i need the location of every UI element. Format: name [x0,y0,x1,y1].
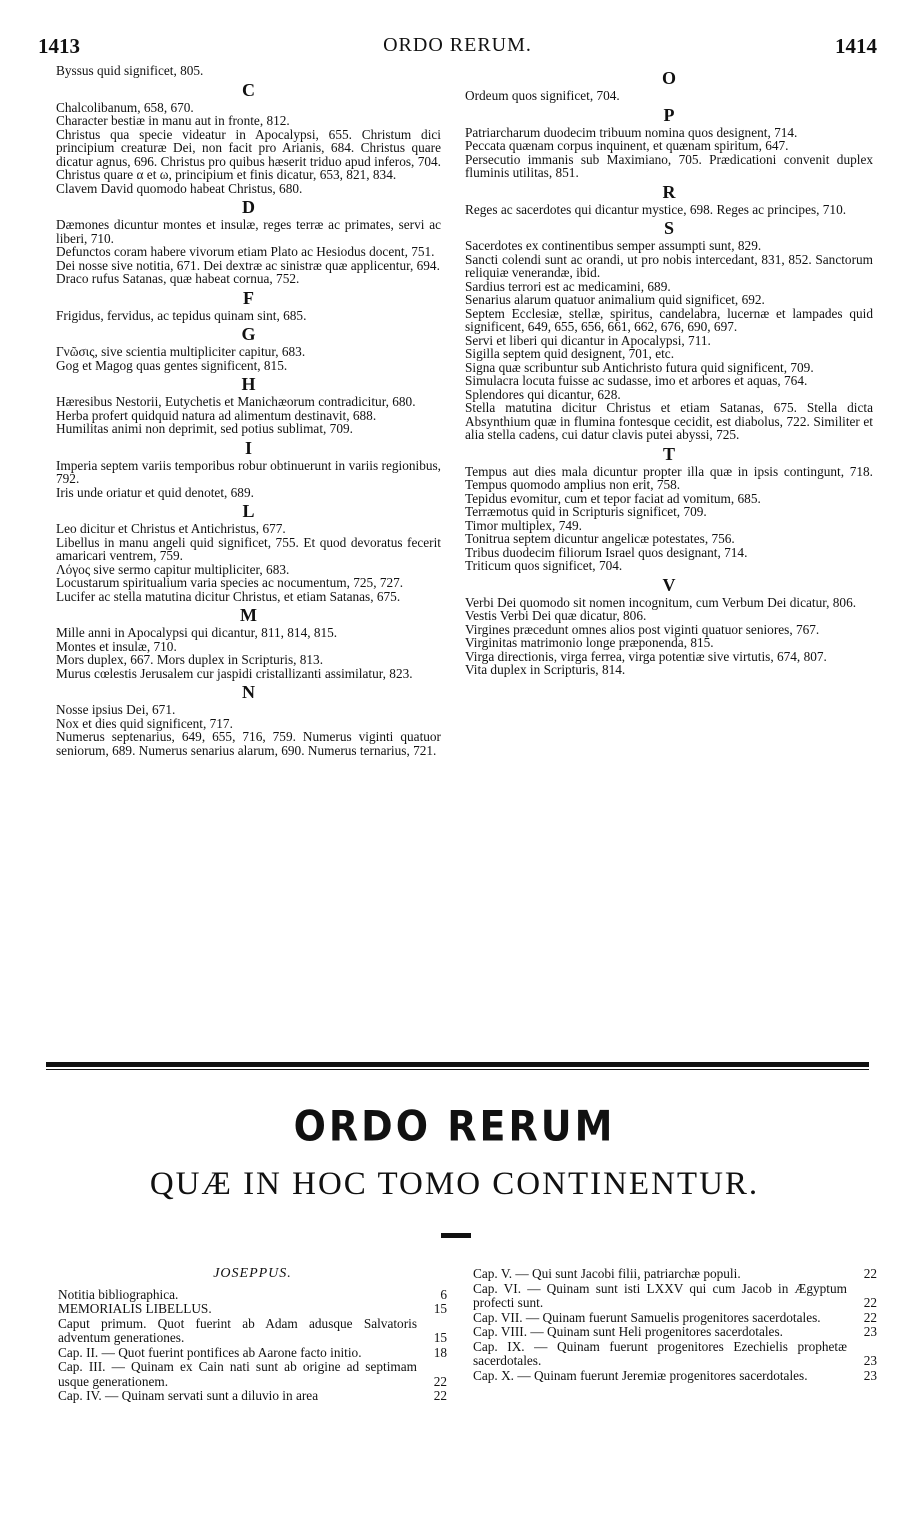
toc-entry-title: MEMORIALIS LIBELLUS. [58,1301,212,1316]
toc-entry-title: Cap. X. — Quinam fuerunt Jeremiæ progenitores sacerdotales. [473,1367,808,1383]
index-entry: Terræmotus quid in Scripturis significet, 709. [465,504,707,519]
index-entry: Stella matutina dicitur Christus et etiam Satanas, 675. Stella dicta Absynthium quæ in flumina fontesque cecidit, est diabolus, 722. Similiter et alia stella cadens, cui datur clavis putei abyssi, 725. [465,400,873,442]
running-header [38,34,877,58]
index-entry: Vestis Verbi Dei quæ dicatur, 806. [465,608,647,623]
index-entry: Senarius alarum quatuor animalium quid significet, 692. [465,292,765,307]
index-entry: Christus qua specie videatur in Apocalypsi, 655. Christum dici principium creaturæ Dei, non facit pro Arianis, 684. Christus quare dicatur agnus, 696. Christus pro quibus hæserit triduo apud inferos, 704. Christus quare α et ω, principium et finis dicatur, 653, 821, 834. [56,126,441,182]
toc-entry-page: 6 [440,1286,447,1302]
index-letter-heading: M [240,605,257,625]
index-entry: Triticum quos significet, 704. [465,558,623,573]
index-entry: Verbi Dei quomodo sit nomen incognitum, cum Verbum Dei dicatur, 806. [465,594,857,610]
toc-entry-page: 15 [433,1301,447,1316]
index-entry: Simulacra locuta fuisse ac sudasse, imo et arbores et aquas, 764. [465,373,808,388]
index-entry: Dæmones dicuntur montes et insulæ, reges terræ ac primates, servi ac liberi, 710. [56,217,441,246]
index-column-right [465,66,873,677]
index-entry: Iris unde oriatur et quid denotet, 689. [56,484,254,500]
toc-entry [473,1369,877,1384]
toc-entry [58,1360,447,1389]
toc-entry-page: 15 [433,1330,447,1345]
index-entry: Sancti colendi sunt ac orandi, ut pro nobis intercedant, 831, 852. Sanctorum reliquiæ venerandæ, ibid. [465,251,873,280]
index-entry: Clavem David quomodo habeat Christus, 680. [56,180,303,196]
toc-entry [58,1288,447,1303]
index-entry: Tepidus evomitur, cum et tepor faciat ad vomitum, 685. [465,490,761,506]
index-entry: Virginitas matrimonio longe præponenda, 815. [465,635,714,650]
toc-column-right [473,1267,877,1383]
toc-entry-page: 22 [433,1373,447,1389]
toc-entry-page: 23 [863,1367,877,1383]
index-letter-heading: R [662,181,676,202]
index-entry: Leo dicitur et Christus et Antichristus, 677. [56,521,286,536]
toc-entry-page: 22 [863,1295,877,1310]
toc-entry-title: Cap. IV. — Quinam servati sunt a diluvio in area [58,1388,319,1403]
section-divider-thick [46,1062,869,1067]
index-entry: Humilitas animi non deprimit, sed potius sublimat, 709. [56,421,353,436]
toc-entry [473,1267,877,1282]
index-entry: Lucifer ac stella matutina dicitur Christus, et etiam Satanas, 675. [56,588,401,604]
index-entry: Mille anni in Apocalypsi qui dicantur, 811, 814, 815. [56,625,338,640]
title-dash [441,1233,471,1238]
index-entry: Tonitrua septem dicuntur angelicæ potestates, 756. [465,531,735,546]
toc-entry [58,1302,447,1317]
index-column-left [56,64,441,757]
index-entry: Sardius terrori est ac medicamini, 689. [465,278,671,294]
running-title: ORDO RERUM. [383,34,532,56]
index-entry: Vita duplex in Scripturis, 814. [465,662,626,677]
index-entry: Frigidus, fervidus, ac tepidus quinam sint, 685. [56,307,307,323]
index-entry: Mors duplex, 667. Mors duplex in Scripturis, 813. [56,652,324,667]
index-entry: Character bestiæ in manu aut in fronte, 812. [56,113,290,128]
index-letter-heading: L [242,501,255,521]
index-entry: Servi et liberi qui dicantur in Apocalypsi, 711. [465,332,711,348]
index-letter-heading: V [662,574,676,595]
toc-column-left [58,1267,447,1404]
index-entry: Peccata quænam corpus inquinent, et quænam spiritum, 647. [465,138,789,153]
toc-entry [473,1325,877,1340]
index-entry: Signa quæ scribuntur sub Antichristo futura quid significent, 709. [465,359,814,375]
index-entry: Virgines præcedunt omnes alios post viginti quatuor seniores, 767. [465,621,820,637]
index-entry: Timor multiplex, 749. [465,517,582,533]
toc-entry-title: Cap. III. — Quinam ex Cain nati sunt ab origine ad septimam usque generationem. [58,1359,417,1389]
toc-entry-page: 18 [433,1344,447,1360]
index-entry: Patriarcharum duodecim tribuum nomina quos designent, 714. [465,124,798,140]
toc-entry-title: Caput primum. Quot fuerint ab Adam adusque Salvatoris adventum generationes. [58,1315,417,1345]
index-entry: Ordeum quos significet, 704. [465,88,620,103]
index-entry: Sacerdotes ex continentibus semper assumpti sunt, 829. [465,238,762,253]
index-letter-heading: F [243,287,254,308]
toc-entry [58,1389,447,1404]
toc-heading: JOSEPPUS. [213,1266,292,1281]
index-letter-heading: H [241,374,256,394]
toc-entry-title: Notitia bibliographica. [58,1286,179,1302]
index-entry: Λόγος sive sermo capitur multipliciter, 683. [56,561,290,577]
index-entry: Libellus in manu angeli quid significet, 755. Et quod devoratus fecerit amaricari ventrem, 759. [56,534,441,563]
toc-entry-title: Cap. II. — Quot fuerint pontifices ab Aarone facto initio. [58,1344,362,1360]
index-entry: Gog et Magog quas gentes significent, 815. [56,357,288,373]
index-entry: Nox et dies quid significent, 717. [56,715,233,731]
index-letter-heading: N [242,682,255,702]
index-entry: Virga directionis, virga ferrea, virga potentiæ sive virtutis, 674, 807. [465,648,827,664]
toc-entry-page: 22 [863,1266,877,1281]
toc-entry-title: Cap. VI. — Quinam sunt isti LXXV qui cum Jacob in Ægyptum profecti sunt. [473,1280,847,1310]
index-letter-heading: T [662,443,675,464]
index-entry: Reges ac sacerdotes qui dicantur mystice, 698. Reges ac principes, 710. [465,201,847,217]
toc-entry-title: Cap. IX. — Quinam fuerunt progenitores Ezechielis prophetæ sacerdotales. [473,1338,847,1368]
index-entry: Montes et insulæ, 710. [56,638,177,654]
index-entry: Γνῶσις, sive scientia multipliciter capitur, 683. [56,344,306,359]
index-letter-heading: G [241,324,256,344]
index-entry: Draco rufus Satanas, quæ habeat cornua, 752. [56,271,300,286]
index-letter-heading: I [244,437,252,458]
index-entry: Sigilla septem quid designent, 701, etc. [465,346,675,361]
index-entry: Locustarum spiritualium varia species ac nocumentum, 725, 727. [56,575,404,590]
index-entry: Byssus quid significet, 805. [56,63,204,78]
toc-entry-page: 22 [433,1388,447,1403]
toc-entry [58,1317,447,1346]
section-divider-thin [46,1069,869,1070]
index-entry: Dei nosse sive notitia, 671. Dei dextræ ac sinistræ quæ applicentur, 694. [56,257,440,273]
index-letter-heading: D [242,197,255,217]
index-entry: Chalcolibanum, 658, 670. [56,99,194,115]
index-entry: Tempus aut dies mala dicuntur propter illa quæ in ipsis contingunt, 718. Tempus quomodo amplius non erit, 758. [465,463,873,492]
index-entry: Herba profert quidquid natura ad alimentum destinavit, 688. [56,407,377,423]
toc-entry-title: Cap. VII. — Quinam fuerunt Samuelis progenitores sacerdotales. [473,1309,821,1325]
toc-entry-page: 23 [863,1353,877,1368]
toc-entry-title: Cap. VIII. — Quinam sunt Heli progenitores sacerdotales. [473,1324,783,1339]
index-letter-heading: S [663,218,674,238]
index-entry: Septem Ecclesiæ, stellæ, spiritus, candelabra, lucernæ et lampades quid significent, 649, 655, 656, 661, 662, 676, 690, 697. [465,305,873,334]
section-title: ORDO RERUM [293,1101,616,1151]
index-letter-heading: C [242,79,255,100]
section-subtitle: QUÆ IN HOC TOMO CONTINENTUR. [149,1166,760,1202]
index-entry: Defunctos coram habere vivorum etiam Plato ac Hesiodus docent, 751. [56,244,435,259]
index-entry: Imperia septem variis temporibus robur obtinuerunt in variis regionibus, 792. [56,457,441,486]
index-entry: Murus cœlestis Jerusalem cur jaspidi cristallizanti assimilatur, 823. [56,665,413,681]
toc-entry-title: Cap. V. — Qui sunt Jacobi filii, patriarchæ populi. [473,1266,741,1281]
index-entry: Persecutio immanis sub Maximiano, 705. Prædicationi convenit duplex fluminis utilitas, 851. [465,151,873,180]
toc-entry-page: 22 [863,1309,877,1325]
index-letter-heading: O [661,68,676,88]
index-entry: Hæresibus Nestorii, Eutychetis et Manichæorum contradicitur, 680. [56,394,416,409]
index-entry: Tribus duodecim filiorum Israel quos designant, 714. [465,544,748,560]
page-number-left: 1413 [38,34,80,58]
toc-entry [473,1311,877,1326]
page-number-right: 1414 [835,34,877,58]
index-entry: Splendores qui dicantur, 628. [465,386,621,402]
index-entry: Numerus septenarius, 649, 655, 716, 759. Numerus viginti quatuor seniorum, 689. Numerus senarius alarum, 690. Numerus ternarius, 721. [56,729,441,758]
toc-entry [58,1346,447,1361]
index-entry: Nosse ipsius Dei, 671. [56,702,176,717]
index-letter-heading: P [663,104,675,125]
toc-entry-page: 23 [863,1324,877,1339]
toc-entry [473,1340,877,1369]
toc-entry [473,1282,877,1311]
